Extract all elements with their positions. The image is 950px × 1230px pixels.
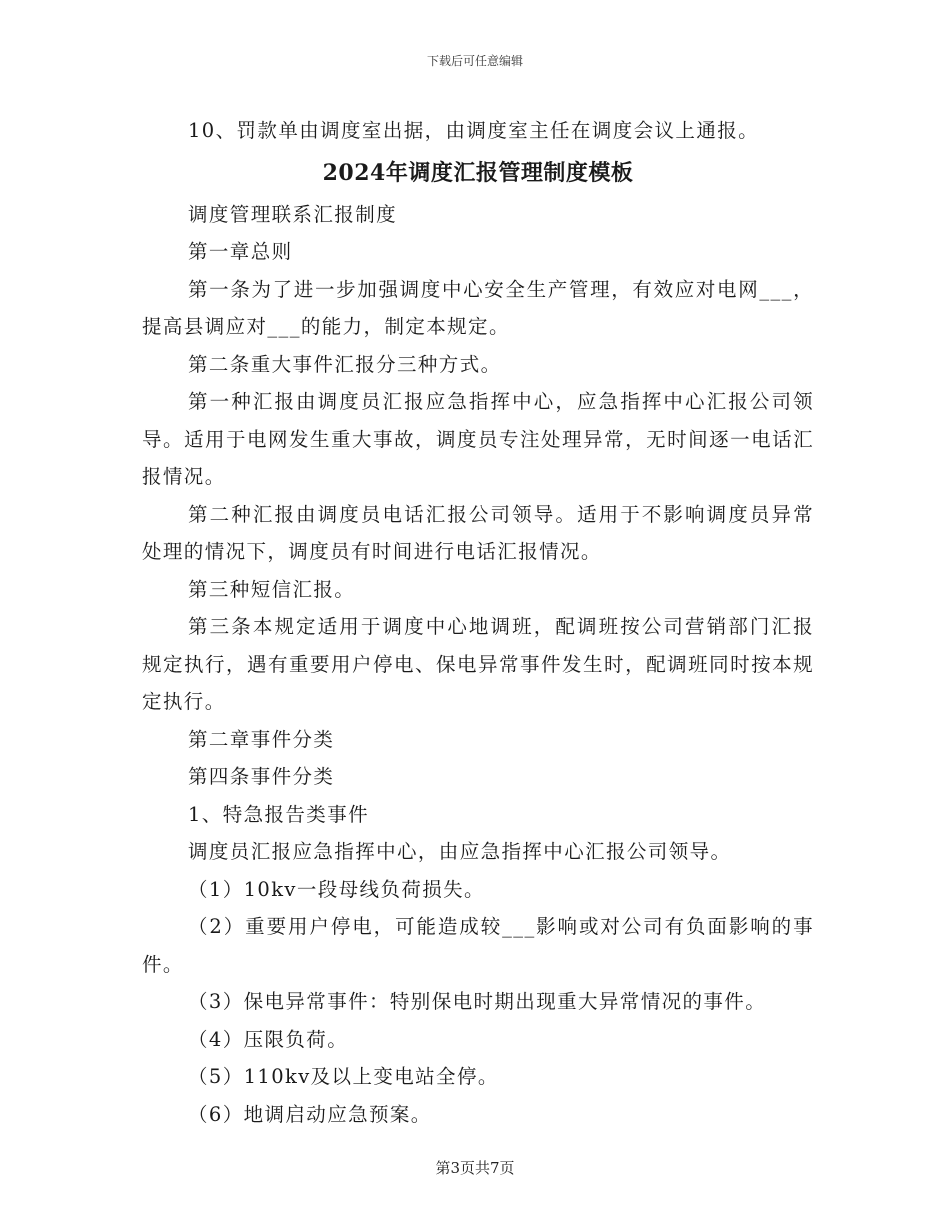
paragraph: 第四条事件分类 [188,765,335,788]
list-item: （4）压限负荷。 [188,1027,349,1051]
document-body [142,112,814,1133]
list-item: （6）地调启动应急预案。 [188,1102,432,1126]
paragraph: 第二种汇报由调度员电话汇报公司领导。适用于不影响调度员异常处理的情况下，调度员有时间进行电话汇报情况。 [142,502,814,563]
paragraph: 调度员汇报应急指挥中心，由应急指挥中心汇报公司领导。 [188,840,732,863]
list-item: （5）110kv及以上变电站全停。 [188,1065,499,1088]
list-item: （1）10kv一段母线负荷损失。 [188,877,485,901]
page-footer: 第3页共7页 [435,1159,515,1177]
list-item: （3）保电异常事件：特别保电时期出现重大异常情况的事件。 [188,990,767,1013]
page-header: 下载后可任意编辑 [426,54,523,68]
paragraph: 第三条本规定适用于调度中心地调班，配调班按公司营销部门汇报规定执行，遇有重要用户停电、保电异常事件发生时，配调班同时按本规定执行。 [142,615,814,713]
paragraph: 第二章事件分类 [188,727,335,751]
paragraph: 第一章总则 [188,240,293,263]
paragraph: 第二条重大事件汇报分三种方式。 [188,352,502,376]
paragraph: 第一种汇报由调度员汇报应急指挥中心，应急指挥中心汇报公司领导。适用于电网发生重大事故，调度员专注处理异常，无时间逐一电话汇报情况。 [142,390,814,488]
paragraph: 调度管理联系汇报制度 [188,202,398,226]
paragraph: 第一条为了进一步加强调度中心安全生产管理，有效应对电网___，提高县调应对___的能力，制定本规定。 [142,277,814,338]
document-title: 2024年调度汇报管理制度模板 [322,159,634,186]
lead-paragraph: 10、罚款单由调度室出据，由调度室主任在调度会议上通报。 [188,119,760,142]
paragraph: 1、特急报告类事件 [188,802,370,826]
list-item: （2）重要用户停电，可能造成较___影响或对公司有负面影响的事件。 [142,915,814,976]
paragraph: 第三种短信汇报。 [188,577,356,601]
